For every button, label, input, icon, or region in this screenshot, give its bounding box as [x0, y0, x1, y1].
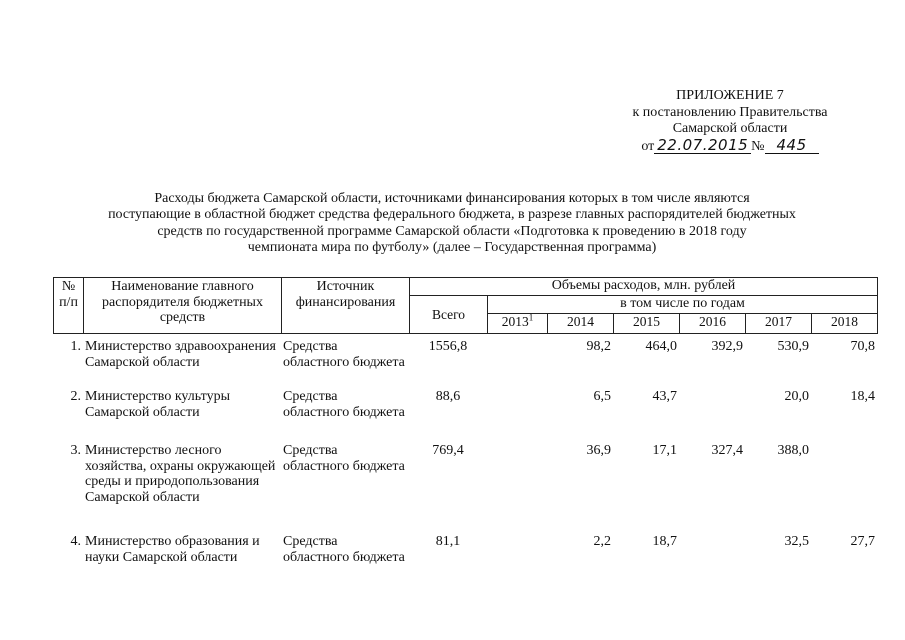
row-2013	[487, 443, 547, 534]
header-year-2016: 2016	[680, 314, 746, 334]
row-2014: 6,5	[593, 389, 611, 404]
table-row	[53, 339, 877, 389]
row-2016: 392,9	[711, 339, 743, 354]
row-index: 2.	[70, 389, 81, 404]
title-line-3: средств по государственной программе Самарской области «Подготовка к проведению в 2018 году	[157, 223, 747, 239]
header-year-2015: 2015	[614, 314, 680, 334]
row-2017: 20,0	[784, 389, 809, 404]
row-2015: 17,1	[652, 443, 677, 458]
row-source: Средства областного бюджета	[283, 339, 405, 370]
row-2017: 388,0	[777, 443, 809, 458]
row-2016: 327,4	[711, 443, 743, 458]
row-index: 1.	[70, 339, 81, 354]
row-2013	[487, 534, 547, 584]
row-name: Министерство культуры Самарской области	[85, 389, 230, 420]
footnote-mark: 1	[528, 312, 534, 323]
header-source: Источник финансирования	[282, 278, 410, 334]
title-line-2: поступающие в областной бюджет средства федерального бюджета, в разрезе главных распорядителей бюджетных	[108, 207, 796, 223]
title-line-1: Расходы бюджета Самарской области, источниками финансирования которых в том числе являются	[154, 191, 750, 206]
row-2018: 18,4	[850, 389, 875, 404]
row-2013	[487, 339, 547, 389]
row-total: 1556,8	[428, 339, 468, 354]
table-row	[53, 443, 877, 534]
row-name: Министерство здравоохранения Самарской области	[85, 339, 276, 370]
header-total: Всего	[410, 296, 488, 334]
header-name: Наименование главного распорядителя бюджетных средств	[84, 278, 282, 334]
table-row	[53, 534, 877, 584]
row-total: 88,6	[435, 389, 461, 404]
header-num: № п/п	[54, 278, 84, 334]
row-2014: 2,2	[593, 534, 611, 549]
table-row	[53, 389, 877, 443]
row-2015: 18,7	[652, 534, 677, 549]
row-total: 769,4	[432, 443, 464, 458]
row-2018: 27,7	[850, 534, 875, 549]
row-source: Средства областного бюджета	[283, 389, 405, 420]
header-year-2013: 2013$^1$	[488, 314, 548, 334]
row-total: 81,1	[435, 534, 461, 549]
row-source: Средства областного бюджета	[283, 534, 405, 565]
number-prefix: №	[751, 138, 765, 154]
row-2015: 464,0	[645, 339, 677, 354]
header-volumes: Объемы расходов, млн. рублей	[410, 278, 878, 296]
row-name: Министерство образования и науки Самарской области	[85, 534, 260, 565]
appendix-title: ПРИЛОЖЕНИЕ 7	[676, 88, 784, 103]
row-2016	[679, 534, 745, 584]
header-year-2017: 2017	[746, 314, 812, 334]
header-by-years: в том числе по годам	[488, 296, 878, 314]
row-2017: 530,9	[777, 339, 809, 354]
appendix-resolution: к постановлению Правительства	[632, 104, 828, 120]
row-index: 3.	[70, 443, 81, 458]
appendix-region: Самарской области	[672, 121, 788, 136]
document-title	[62, 191, 842, 256]
row-name: Министерство лесного хозяйства, охраны окружающей среды и природопользования Самарской области	[85, 443, 276, 505]
row-2015: 43,7	[652, 389, 677, 404]
row-index: 4.	[70, 534, 81, 549]
handwritten-number: 445	[765, 138, 819, 154]
handwritten-date: 22.07.2015	[654, 138, 751, 154]
row-2018: 70,8	[850, 339, 875, 354]
row-2016	[679, 389, 745, 443]
header-year-2014: 2014	[548, 314, 614, 334]
row-2014: 36,9	[586, 443, 611, 458]
row-2013	[487, 389, 547, 443]
table-body	[53, 339, 877, 584]
table-header	[53, 277, 878, 334]
title-line-4: чемпионата мира по футболу» (далее – Государственная программа)	[247, 239, 657, 255]
row-2018	[811, 443, 877, 534]
row-2014: 98,2	[586, 339, 611, 354]
date-prefix: от	[641, 138, 655, 154]
appendix-block	[600, 88, 860, 156]
row-2017: 32,5	[784, 534, 809, 549]
row-source: Средства областного бюджета	[283, 443, 405, 474]
appendix-date-line	[600, 135, 860, 156]
header-year-2018: 2018	[812, 314, 878, 334]
